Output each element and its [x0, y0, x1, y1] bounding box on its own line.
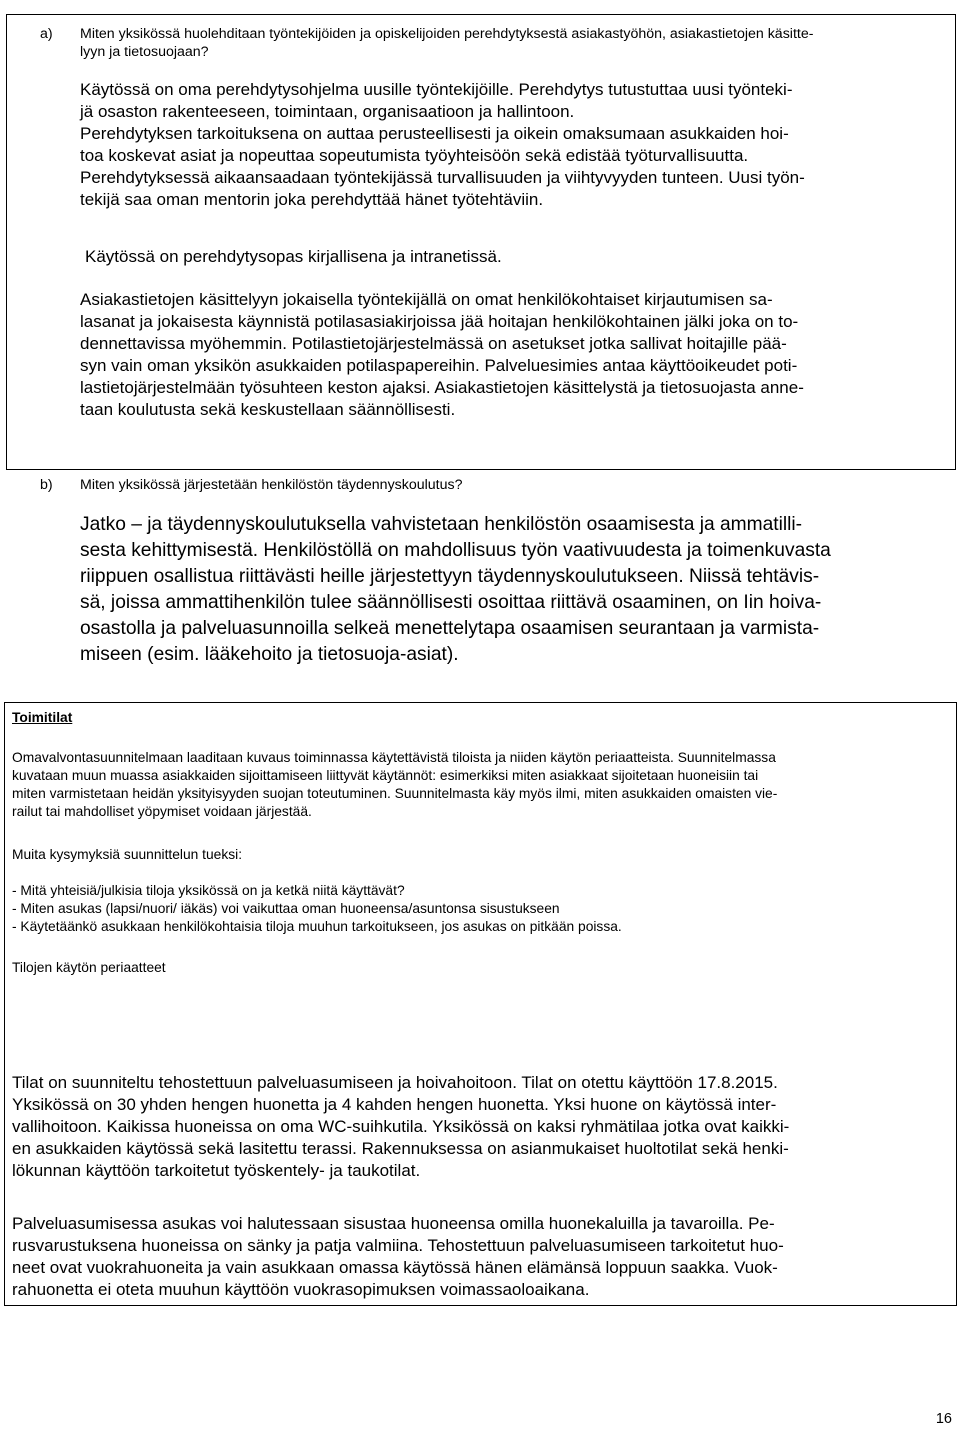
- section-b-label: b): [40, 477, 53, 493]
- list-item: - Mitä yhteisiä/julkisia tiloja yksikössä on ja ketkä niitä käyttävät?: [12, 883, 405, 898]
- answer-line: sä, joissa ammattihenkilön tulee säännöllisesti osoittaa riittävä osaaminen, on Iin hoiva-: [80, 592, 822, 613]
- questions-list: [12, 882, 952, 936]
- answer-line: en asukkaiden käytössä sekä lasitettu terassi. Rakennuksessa on asianmukaiset huoltotilat sekä henki-: [12, 1139, 789, 1158]
- answer-line: riippuen osallistua riittävästi heille järjestettyyn täydennyskoulutukseen. Niissä tehtävis-: [80, 566, 820, 587]
- section-b-answer: [80, 512, 950, 668]
- intro-line: Omavalvontasuunnitelmaan laaditaan kuvaus toiminnassa käytettävistä tiloista ja niiden käytön periaatteista. Suunnitelmassa: [12, 750, 776, 765]
- answer-line: Asiakastietojen käsittelyyn jokaisella työntekijällä on omat henkilökohtaiset kirjautumisen sa-: [80, 290, 773, 309]
- answer-line: tekijä saa oman mentorin joka perehdyttää hänet työtehtäviin.: [80, 190, 544, 209]
- toimitilat-subheading: Tilojen käytön periaatteet: [12, 960, 166, 975]
- toimitilat-heading: Toimitilat: [12, 710, 73, 725]
- section-a-answer-p1: [80, 79, 950, 211]
- answer-line: miseen (esim. lääkehoito ja tietosuoja-asiat).: [80, 644, 459, 665]
- toimitilat-answer-p1: [12, 1072, 952, 1182]
- section-a-answer-p2: Käytössä on perehdytysopas kirjallisena ja intranetissä.: [85, 247, 502, 266]
- answer-line: lökunnan käyttöön tarkoitetut työskentely- ja taukotilat.: [12, 1161, 421, 1180]
- answer-line: Perehdytyksen tarkoituksena on auttaa perusteellisesti ja oikein omaksumaan asukkaiden hoi-: [80, 124, 789, 143]
- section-a-question: [80, 25, 950, 61]
- answer-line: Jatko – ja täydennyskoulutuksella vahvistetaan henkilöstön osaamisesta ja ammatilli-: [80, 514, 803, 535]
- questions-heading: Muita kysymyksiä suunnittelun tueksi:: [12, 847, 243, 862]
- answer-line: Yksikössä on 30 yhden hengen huonetta ja 4 kahden hengen huonetta. Yksi huone on käytössä inter-: [12, 1095, 777, 1114]
- question-line: lyyn ja tietosuojaan?: [80, 44, 209, 60]
- section-b-question: Miten yksikössä järjestetään henkilöstön täydennyskoulutus?: [80, 477, 463, 493]
- answer-line: Käytössä on oma perehdytysohjelma uusille työntekijöille. Perehdytys tutustuttaa uusi työnteki-: [80, 80, 793, 99]
- intro-line: miten varmistetaan heidän yksityisyyden suojan toteutuminen. Suunnitelmasta käy myös ilmi, miten asukkaiden omaisten vie-: [12, 786, 778, 801]
- answer-line: syn vain oman yksikön asukkaiden potilaspapereihin. Palveluesimies antaa käyttöoikeudet poti-: [80, 356, 798, 375]
- toimitilat-answer-p2: [12, 1213, 952, 1301]
- page-number: 16: [935, 1411, 952, 1427]
- answer-line: jä osaston rakenteeseen, toimintaan, organisaatioon ja hallintoon.: [80, 102, 575, 121]
- answer-line: rusvarustuksena huoneissa on sänky ja patja valmiina. Tehostettuun palveluasumiseen tarkoitetut huo-: [12, 1236, 784, 1255]
- toimitilat-intro: [12, 749, 952, 821]
- question-line: Miten yksikössä huolehditaan työntekijöiden ja opiskelijoiden perehdytyksestä asiakastyöhön, asiakastietojen käsitte-: [80, 26, 814, 42]
- answer-line: osastolla ja palveluasunnoilla selkeä menettelytapa osaamisen seurantaan ja varmista-: [80, 618, 820, 639]
- answer-line: sesta kehittymisestä. Henkilöstöllä on mahdollisuus työn vaativuudesta ja toimenkuvasta: [80, 540, 831, 561]
- answer-line: lastietojärjestelmään työsuhteen keston ajaksi. Asiakastietojen käsittelystä ja tietosuojasta anne-: [80, 378, 804, 397]
- answer-line: neet ovat vuokrahuoneita ja vain asukkaan omassa käytössä hänen elämänsä loppuun saakka. Vuok-: [12, 1258, 778, 1277]
- answer-line: Palveluasumisessa asukas voi halutessaan sisustaa huoneensa omilla huonekaluilla ja tavaroilla. Pe-: [12, 1214, 775, 1233]
- list-item: - Miten asukas (lapsi/nuori/ iäkäs) voi vaikuttaa oman huoneensa/asuntonsa sisustukseen: [12, 901, 560, 916]
- answer-line: rahuonetta ei oteta muuhun käyttöön vuokrasopimuksen voimassaoloaikana.: [12, 1280, 590, 1299]
- list-item: - Käytetäänkö asukkaan henkilökohtaisia tiloja muuhun tarkoitukseen, jos asukas on pitkään poissa.: [12, 919, 622, 934]
- intro-line: railut tai mahdolliset yöpymiset voidaan järjestää.: [12, 804, 312, 819]
- answer-line: vallihoitoon. Kaikissa huoneissa on oma WC-suihkutila. Yksikössä on kaksi ryhmätilaa jotka ovat kaikki-: [12, 1117, 790, 1136]
- answer-line: lasanat ja jokaisesta käynnistä potilasasiakirjoissa jää hoitajan henkilökohtainen jälki joka on to-: [80, 312, 799, 331]
- intro-line: kuvataan muun muassa asiakkaiden sijoittamiseen liittyvät käytännöt: esimerkiksi miten asiakkaat sijoitetaan huoneisiin tai: [12, 768, 759, 783]
- answer-line: Tilat on suunniteltu tehostettuun palveluasumiseen ja hoivahoitoon. Tilat on otettu käyttöön 17.8.2015.: [12, 1073, 778, 1092]
- answer-line: Perehdytyksessä aikaansaadaan työntekijässä turvallisuuden ja viihtyvyyden tunteen. Uusi työn-: [80, 168, 805, 187]
- answer-line: taan koulutusta sekä keskustellaan säännöllisesti.: [80, 400, 456, 419]
- answer-line: dennettavissa myöhemmin. Potilastietojärjestelmässä on asetukset jotka sallivat hoitajille pää-: [80, 334, 787, 353]
- section-a-answer-p3: [80, 289, 950, 421]
- answer-line: toa koskevat asiat ja nopeuttaa sopeutumista työyhteisöön sekä edistää työturvallisuutta.: [80, 146, 749, 165]
- section-a-label: a): [40, 26, 53, 42]
